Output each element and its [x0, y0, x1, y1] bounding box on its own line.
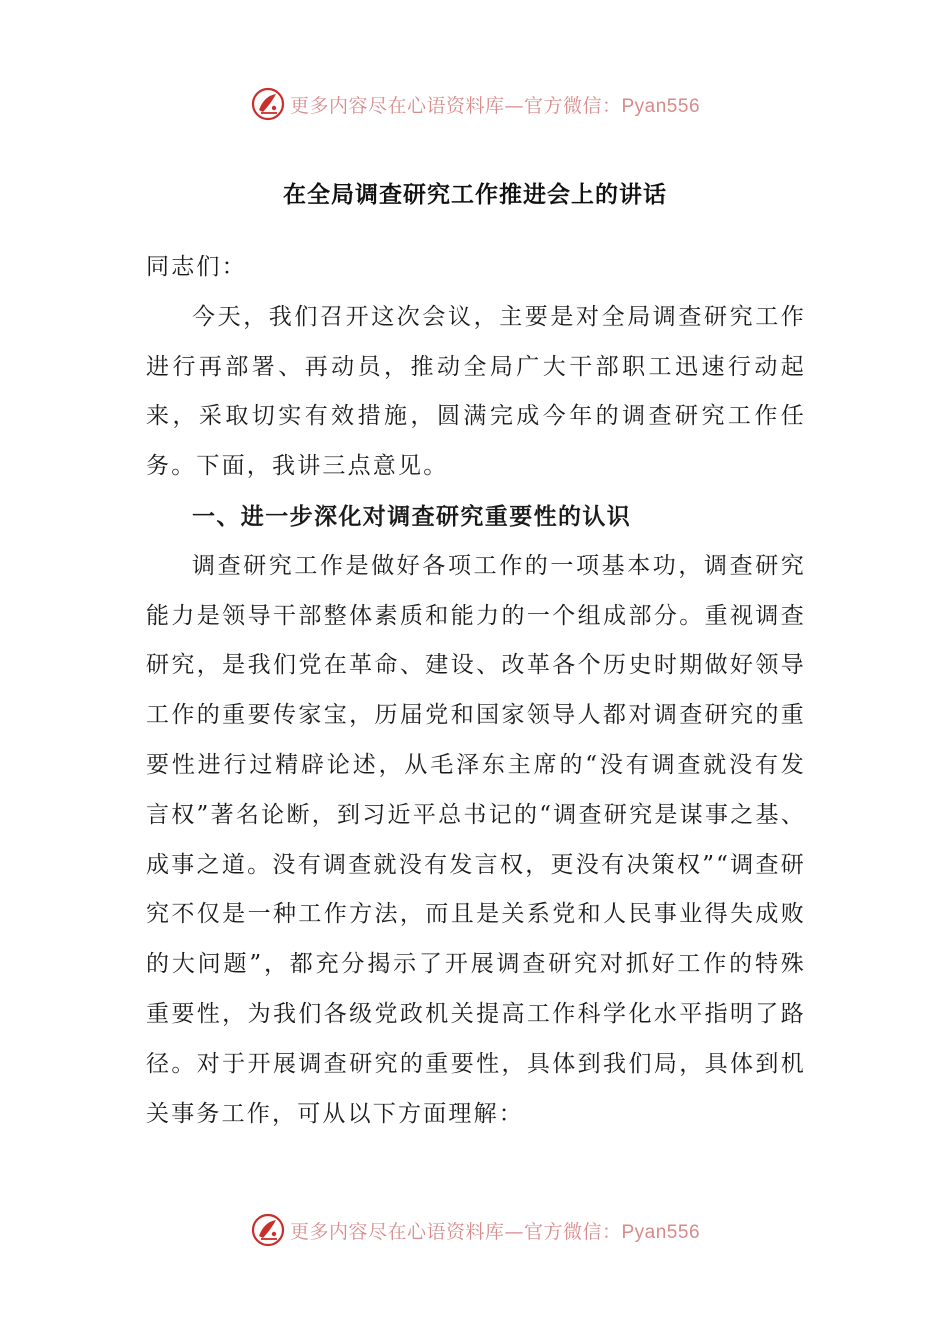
pen-seal-icon	[250, 1212, 286, 1248]
document-title: 在全局调查研究工作推进会上的讲话	[283, 181, 667, 208]
watermark-text: 更多内容尽在心语资料库—官方微信：Pyan556	[289, 1220, 701, 1243]
document-body	[146, 243, 806, 1139]
intro-paragraph: 今天，我们召开这次会议，主要是对全局调查研究工作进行再部署、再动员，推动全局广大干部职工迅速行动起来，采取切实有效措施，圆满完成今年的调查研究工作任务。下面，我讲三点意见。	[146, 303, 806, 480]
wechat-id: Pyan556	[621, 95, 701, 117]
wechat-id: Pyan556	[621, 1221, 701, 1243]
section-heading: 一、进一步深化对调查研究重要性的认识	[192, 502, 632, 530]
pen-seal-icon	[250, 86, 286, 122]
body-paragraph: 调查研究工作是做好各项工作的一项基本功，调查研究能力是领导干部整体素质和能力的一个组成部分。重视调查研究，是我们党在革命、建设、改革各个历史时期做好领导工作的重要传家宝，历届党和国家领导人都对调查研究的重要性进行过精辟论述，从毛泽东主席的“没有调查就没有发言权”著名论断，到习近平总书记的“调查研究是谋事之基、成事之道。没有调查就没有发言权，更没有决策权”“调查研究不仅是一种工作方法，而且是关系党和人民事业得失成败的大问题”，都充分揭示了开展调查研究对抓好工作的特殊重要性，为我们各级党政机关提高工作科学化水平指明了路径。对于开展调查研究的重要性，具体到我们局，具体到机关事务工作，可从以下方面理解：	[146, 552, 806, 1127]
watermark-banner-bottom	[0, 1208, 950, 1252]
watermark-text: 更多内容尽在心语资料库—官方微信：Pyan556	[289, 94, 701, 117]
salutation: 同志们：	[146, 254, 247, 280]
watermark-banner-top	[0, 82, 950, 126]
